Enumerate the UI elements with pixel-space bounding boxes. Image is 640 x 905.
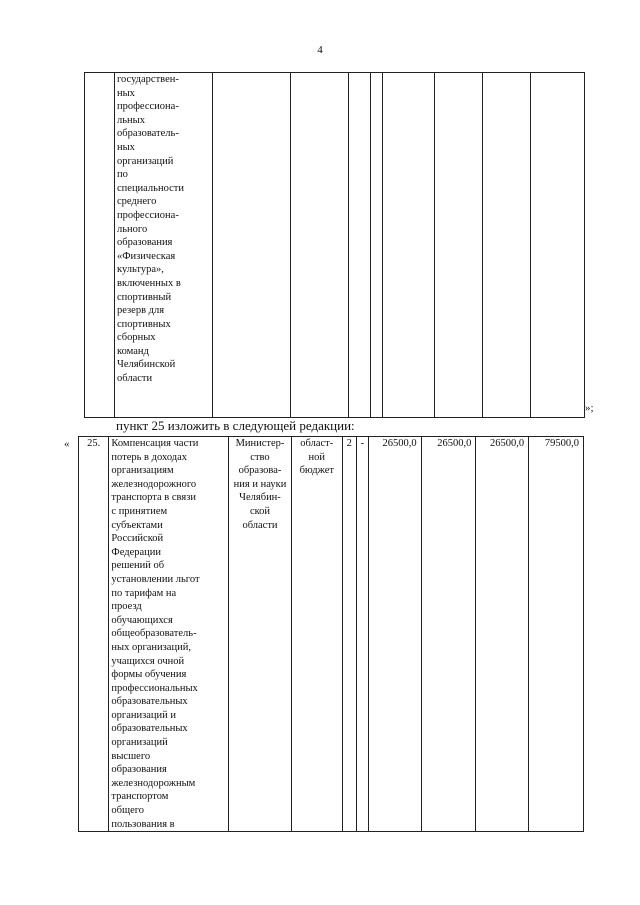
row-value-3: 26500,0 [476,437,529,832]
desc-line: общеобразователь- [111,628,197,640]
desc-line: культура», [117,264,164,276]
desc-line: профессиона- [117,209,179,221]
desc-line: пользования в [111,818,175,830]
desc-line: транспорта в связи [111,492,196,504]
row-description [109,437,229,832]
executor-line: образова- [238,465,282,477]
source-line: бюджет [299,465,334,477]
source-line: област- [300,438,334,449]
page-number: 4 [317,44,323,56]
desc-line: железнодорожного [111,478,197,490]
desc-line: организаций [117,155,174,167]
desc-line: спортивных [117,318,171,330]
desc-line: по тарифам на [111,587,177,599]
row25-table [78,436,584,832]
desc-line: проезд [111,601,142,613]
desc-line: команд [117,345,149,357]
desc-line: специальности [117,182,184,194]
row-col-b: - [356,437,368,832]
desc-line: резерв для [117,305,165,317]
desc-line: Российской [111,533,164,545]
row-source [291,437,342,832]
cell-executor [213,73,291,418]
desc-line: льных [117,114,145,126]
desc-line: образовательных [111,696,188,708]
desc-line: профессиональных [111,682,198,694]
closing-quote: »; [585,402,594,414]
row-number: 25. [79,437,109,832]
executor-line: ство [250,451,270,463]
desc-line: среднего [117,196,157,208]
row-executor [229,437,292,832]
row-value-2: 26500,0 [421,437,476,832]
amendment-intro: пункт 25 изложить в следующей редакции: [116,418,355,433]
desc-line: сборных [117,332,156,344]
cell-val3 [483,73,531,418]
table-row [85,73,585,418]
desc-line: области [117,373,153,385]
desc-line: Компенсация части [111,438,199,449]
desc-line: «Физическая [117,250,176,262]
desc-line: общего [111,805,145,817]
row-value-1: 26500,0 [368,437,421,832]
cell-description [115,73,213,418]
desc-line: государствен- [117,74,179,85]
desc-line: субъектами [111,519,163,531]
desc-line: Федерации [111,546,161,558]
desc-line: образования [111,764,167,776]
desc-line: установлении льгот [111,573,200,585]
executor-line: Министер- [235,438,285,449]
desc-line: образовательных [111,723,188,735]
desc-line: Челябинской [117,359,176,371]
cell-col-b [371,73,383,418]
desc-line: организациям [111,465,174,477]
desc-line: ных организаций, [111,641,191,653]
desc-line: обучающихся [111,614,173,626]
executor-line: области [242,519,278,531]
executor-line: ской [249,505,271,517]
cell-source [291,73,349,418]
cell-col-a [349,73,371,418]
desc-line: профессиона- [117,101,179,113]
desc-line: высшего [111,750,151,762]
cell-total [531,73,585,418]
source-line: ной [308,451,326,463]
desc-line: формы обучения [111,669,187,681]
desc-line: образователь- [117,128,179,140]
executor-line: ния и науки [233,478,287,490]
desc-line: льного [117,223,148,235]
desc-line: учащихся очной [111,655,185,667]
desc-line: образования [117,237,173,249]
desc-line: ных [117,141,135,153]
desc-line: включенных в [117,277,181,289]
desc-line: железнодорожным [111,777,196,789]
table-row [79,437,584,832]
desc-line: транспортом [111,791,169,803]
cell-number [85,73,115,418]
opening-quote: « [64,438,70,450]
desc-line: организаций [111,737,168,749]
cell-val2 [435,73,483,418]
row-col-a: 2 [342,437,356,832]
row-total: 79500,0 [529,437,584,832]
desc-line: потерь в доходах [111,451,188,463]
executor-line: Челябин- [239,492,281,504]
continuation-table [84,72,585,418]
cell-val1 [383,73,435,418]
desc-line: с принятием [111,505,168,517]
desc-line: ных [117,87,135,99]
desc-line: решений об [111,560,165,572]
desc-line: организаций и [111,709,177,721]
desc-line: спортивный [117,291,172,303]
desc-line: по [117,169,128,181]
